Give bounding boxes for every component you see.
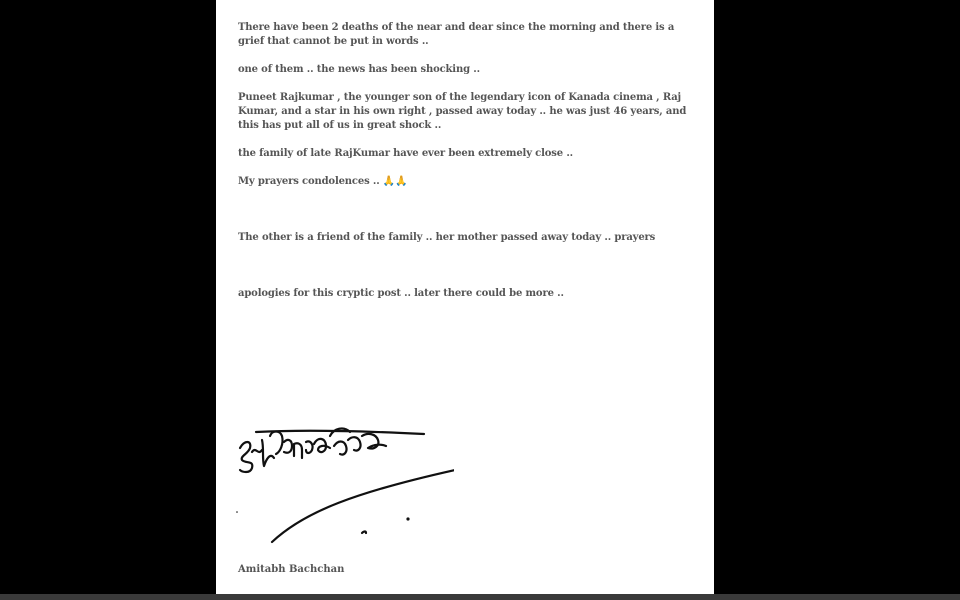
author-name: Amitabh Bachchan (238, 564, 345, 575)
post-paragraph-5: My prayers condolences .. 🙏🙏 (238, 176, 408, 187)
post-paragraph-2: one of them .. the news has been shocking .. (238, 64, 480, 75)
post-paragraph-1: There have been 2 deaths of the near and dear since the morning and there is a grief that cannot be put in words .. (238, 22, 675, 47)
post-paragraph-4: the family of late RajKumar have ever been extremely close .. (238, 148, 573, 159)
post-paragraph-6: The other is a friend of the family .. her mother passed away today .. prayers (238, 232, 656, 243)
blog-post-page (216, 0, 714, 594)
post-paragraph-7: apologies for this cryptic post .. later there could be more .. (238, 288, 564, 299)
post-paragraph-3: Puneet Rajkumar , the younger son of the legendary icon of Kanada cinema , Raj Kumar, and a star in his own right , passed away today .. he was just 46 years, and this has put all of us in great shock .. (238, 92, 687, 131)
handwritten-signature (234, 400, 454, 550)
bottom-scroll-bar (0, 594, 960, 600)
